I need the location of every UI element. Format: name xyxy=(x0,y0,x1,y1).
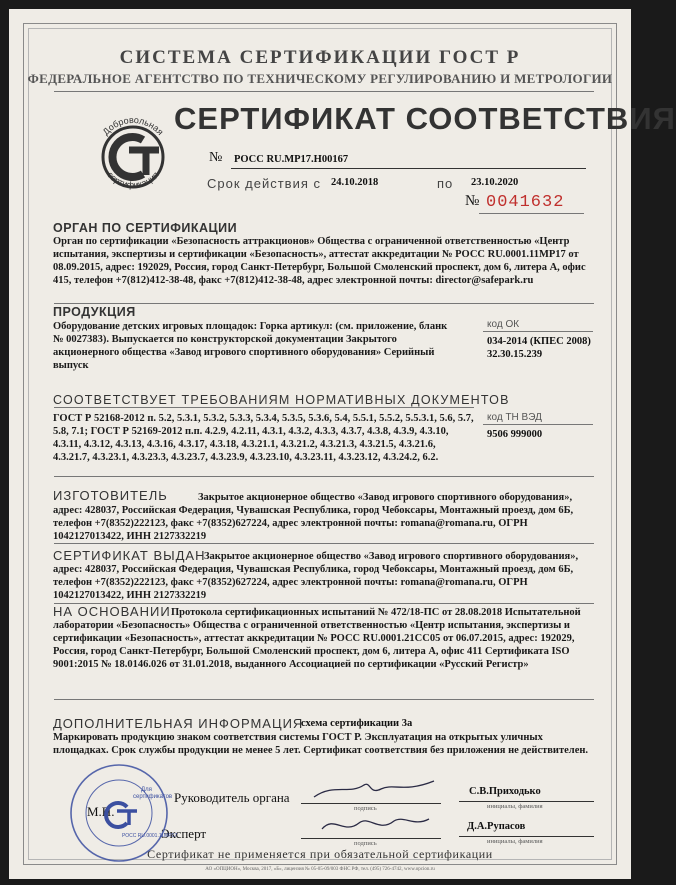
certificate-sheet xyxy=(9,9,676,879)
head-label: Руководитель органа xyxy=(174,790,290,805)
agency-name: ФЕДЕРАЛЬНОЕ АГЕНТСТВО ПО ТЕХНИЧЕСКОМУ РЕГУЛИРОВАНИЮ И МЕТРОЛОГИИ xyxy=(27,71,613,86)
ok-code-2: 32.30.15.239 xyxy=(487,349,543,360)
footer-note: Сертификат не применяется при обязательной сертификации xyxy=(147,847,493,861)
serial-label: № xyxy=(465,193,480,209)
valid-from: 24.10.2018 xyxy=(331,177,379,188)
ok-code-label: код ОК xyxy=(487,319,520,330)
organ-text: Орган по сертификации «Безопасность аттракционов» Общества с ограниченной ответственностью «Центр испытания, экспертизы и сертификации «Безопасность», аттестат аккредитации № РОСС RU.0001.11МР17 от 08.09.2015, адрес: 192029, Россия, город Санкт-Петербург, Большой Смоленский проспект, дом 6, литера А, офис 415, телефон +7(812)412-38-48, факс +7(812)412-38-48, адрес электронной почты: director@safepark.ru xyxy=(53,236,586,286)
product-heading: ПРОДУКЦИЯ xyxy=(53,305,136,319)
head-name-rule xyxy=(459,801,594,802)
stamp-top-text: Для xyxy=(141,787,152,793)
manufacturer-text: Закрытое акционерное общество «Завод игрового спортивного оборудования», адрес: 428037, Российская Федерация, Чувашская Республика, город Чебоксары, Монтажный проезд, дом 6Б, телефон +7(8352)222123, факс +7(8352)627224, адрес электронной почты: romana@romana.ru, ОГРН 1042127013422, ИНН 2127332219 xyxy=(53,492,574,542)
valid-to-label: по xyxy=(437,176,454,191)
ok-code-rule xyxy=(483,331,593,332)
manufacturer-heading: ИЗГОТОВИТЕЛЬ xyxy=(53,488,168,503)
expert-sign-rule xyxy=(301,838,441,839)
organ-rule xyxy=(54,303,594,304)
stamp-code-text: РОСС RU.0001.11МР17 xyxy=(122,833,178,839)
tnved-rule xyxy=(483,424,593,425)
extra-text: Маркировать продукцию знаком соответствия системы ГОСТ Р. Эксплуатация на открытых уличных площадках. Срок службы продукции не менее 5 лет. Сертификат соответствия без приложения не действителен. xyxy=(53,732,589,756)
expert-sign-caption: подпись xyxy=(354,840,377,847)
logo-top-text: Добровольная xyxy=(100,114,166,138)
gost-logo-icon xyxy=(85,109,181,205)
head-sign-caption: подпись xyxy=(354,805,377,812)
tnved-label: код ТН ВЭД xyxy=(487,412,542,423)
system-title: СИСТЕМА СЕРТИФИКАЦИИ ГОСТ Р xyxy=(119,47,521,68)
norms-heading: СООТВЕТСТВУЕТ ТРЕБОВАНИЯМ НОРМАТИВНЫХ ДОКУМЕНТОВ xyxy=(53,393,510,407)
cert-number-label: № xyxy=(209,150,223,165)
expert-name: Д.А.Рупасов xyxy=(467,821,526,832)
basis-text: Протокола сертификационных испытаний № 472/18-ПС от 28.08.2018 Испытательной лаборатории «Безопасность» Общества с ограниченной ответственностью «Центр испытания, экспертизы и сертификации «Безопасность», аттестат аккредитации № РОСС RU.0001.21СС05 от 06.07.2015, адрес: 192029, Россия, город Санкт-Петербург, Большой Смоленский проспект, дом 6, литера А, офис 411 Сертификата ISO 9001:2015 № 18.0146.026 от 31.01.2018, выданного Ассоциацией по сертификации «Русский Регистр» xyxy=(53,607,581,670)
expert-name-rule xyxy=(459,836,594,837)
header-rule xyxy=(54,91,594,92)
certificate-title: СЕРТИФИКАТ СООТВЕТСТВИЯ xyxy=(174,101,676,136)
print-info: АО «ОПЦИОН», Москва, 2017, «Б», лицензия № 05-05-09/003 ФНС РФ, тел. (495) 726-4742, www.opcion.ru xyxy=(205,867,435,872)
expert-signature-icon xyxy=(314,811,434,839)
norms-text: ГОСТ Р 52168-2012 п. 5.2, 5.3.1, 5.3.2, 5.3.3, 5.3.4, 5.3.5, 5.3.6, 5.4, 5.5.1, 5.5.2, 5.5.3.1, 5.6, 5.7, 5.8, 7.1; ГОСТ Р 52169-2012 п.п. 4.2.9, 4.2.11, 4.3.1, 4.3.2, 4.3.3, 4.3.7, 4.3.8, 4.3.9, 4.3.10, 4.3.11, 4.3.12, 4.3.13, 4.3.16, 4.3.17, 4.3.18, 4.3.21.1, 4.3.21.2, 4.3.21.3, 4.3.21.5, 4.3.21.6, 4.3.21.7, 4.3.23.1, 4.3.23.3, 4.3.23.7, 4.3.23.9, 4.3.23.10, 4.3.23.11, 4.3.23.12, 4.3.24.2, 6.2. xyxy=(53,413,474,463)
head-name: С.В.Приходько xyxy=(469,786,541,797)
basis-rule xyxy=(54,699,594,700)
manufacturer-rule xyxy=(54,543,594,544)
basis-heading: НА ОСНОВАНИИ xyxy=(53,604,171,619)
product-text: Оборудование детских игровых площадок: Горка артикул: (см. приложение, бланк № 0027383). Выпускается по конструкторской документации Закрытого акционерного общества «Завод игрового спортивного оборудования» Серийный выпуск xyxy=(53,321,448,371)
stamp-middle-text: сертификатов xyxy=(133,794,173,800)
head-sign-rule xyxy=(301,803,441,804)
issued-text: Закрытое акционерное общество «Завод игрового спортивного оборудования», адрес: 428037, Российская Федерация, Чувашская Республика, город Чебоксары, Монтажный проезд, дом 6Б, телефон +7(8352)222123, факс +7(8352)627224, адрес электронной почты: romana@romana.ru, ОГРН 1042127013422, ИНН 2127332219 xyxy=(53,551,579,601)
norms-bottom-rule xyxy=(54,476,594,477)
organ-heading: ОРГАН ПО СЕРТИФИКАЦИИ xyxy=(53,221,238,235)
logo-bottom-text: сертификация xyxy=(105,169,161,191)
expert-label: Эксперт xyxy=(161,826,207,841)
ok-code-1: 034-2014 (КПЕС 2008) xyxy=(487,336,591,347)
expert-name-caption: инициалы, фамилия xyxy=(487,838,543,845)
tnved-code: 9506 999000 xyxy=(487,429,543,440)
valid-to: 23.10.2020 xyxy=(471,177,519,188)
head-name-caption: инициалы, фамилия xyxy=(487,803,543,810)
norms-rule xyxy=(54,407,474,408)
issued-heading: СЕРТИФИКАТ ВЫДАН xyxy=(53,548,206,563)
extra-heading: ДОПОЛНИТЕЛЬНАЯ ИНФОРМАЦИЯ xyxy=(53,716,304,731)
mp-label: М.П. xyxy=(87,804,115,819)
serial-number: 0041632 xyxy=(486,193,565,212)
scheme-text: схема сертификации 3а xyxy=(301,718,413,729)
head-signature-icon xyxy=(309,775,439,805)
serial-rule xyxy=(479,213,584,214)
validity-label: Срок действия с xyxy=(207,176,321,191)
cert-number: РОСС RU.МР17.Н00167 xyxy=(234,154,349,165)
cert-number-rule xyxy=(231,168,586,169)
